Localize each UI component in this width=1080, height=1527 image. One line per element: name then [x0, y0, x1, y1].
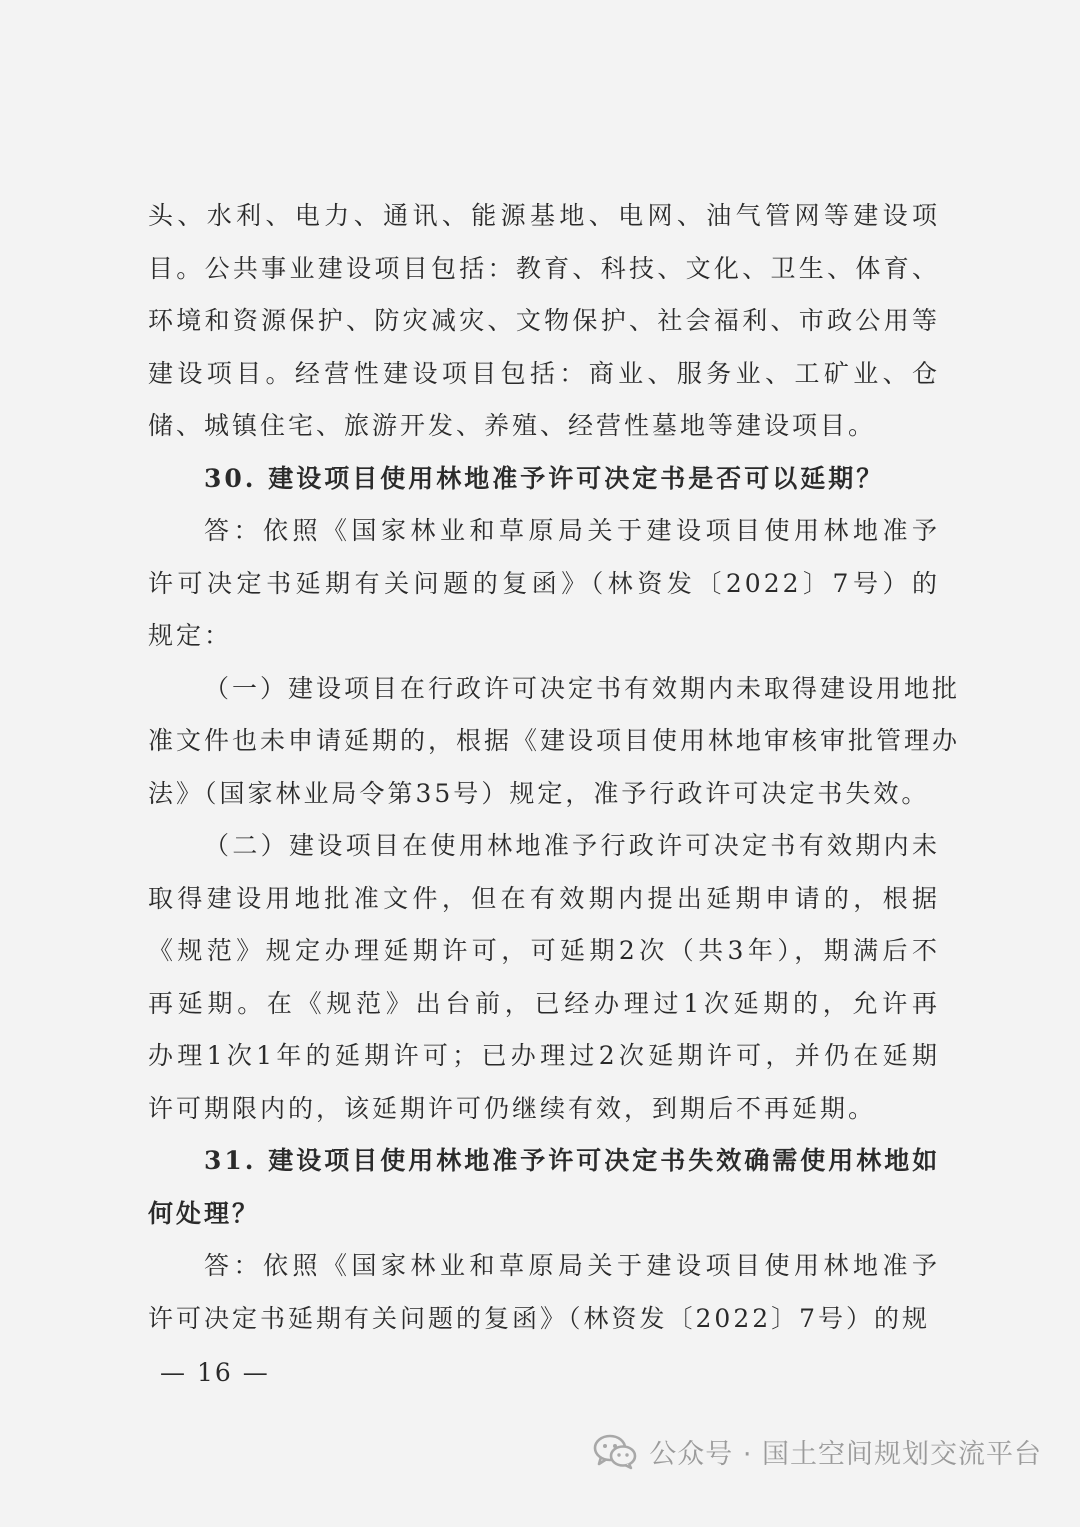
body-paragraph: [148, 663, 961, 821]
watermark-text: 公众号 · 国土空间规划交流平台: [649, 1439, 1042, 1470]
page-number: — 16 —: [160, 1358, 270, 1387]
text-line: 许可期限内的，该延期许可仍继续有效，到期后不再延期。: [148, 1093, 877, 1123]
wechat-icon: [593, 1434, 637, 1470]
text-line: 储、城镇住宅、旅游开发、养殖、经营性墓地等建设项目。: [148, 411, 877, 440]
watermark: [593, 1432, 1042, 1471]
text-line: 再延期。在《规范》出台前，已经办理过1次延期的，允许再: [148, 988, 940, 1018]
body-paragraph: [148, 820, 940, 1135]
text-line: 准文件也未申请延期的，根据《建设项目使用林地审核审批管理办: [148, 726, 961, 755]
text-line: 31. 建设项目使用林地准予许可决定书失效确需使用林地如: [204, 1146, 941, 1175]
text-line: 许可决定书延期有关问题的复函》（林资发〔2022〕7号）的: [148, 568, 940, 598]
text-line: 建设项目。经营性建设项目包括：商业、服务业、工矿业、仓: [148, 358, 940, 388]
body-paragraph: [148, 505, 940, 663]
text-line: 头、水利、电力、通讯、能源基地、电网、油气管网等建设项: [148, 201, 940, 230]
text-line: 目。公共事业建设项目包括：教育、科技、文化、卫生、体育、: [148, 253, 940, 283]
text-line: （二）建设项目在使用林地准予行政许可决定书有效期内未: [204, 831, 940, 860]
document-body: [148, 190, 961, 1345]
text-line: 许可决定书延期有关问题的复函》（林资发〔2022〕7号）的规: [148, 1303, 931, 1333]
text-line: 《规范》规定办理延期许可，可延期2次（共3年），期满后不: [148, 936, 940, 965]
text-line: 答：依照《国家林业和草原局关于建设项目使用林地准予: [204, 516, 940, 545]
section-heading: [148, 1135, 940, 1240]
text-line: 环境和资源保护、防灾减灾、文物保护、社会福利、市政公用等: [148, 306, 940, 335]
text-line: 法》（国家林业局令第35号）规定，准予行政许可决定书失效。: [148, 778, 930, 808]
text-line: （一）建设项目在行政许可决定书有效期内未取得建设用地批: [204, 673, 961, 703]
text-line: 办理1次1年的延期许可；已办理过2次延期许可，并仍在延期: [148, 1041, 940, 1070]
text-line: 规定：: [148, 621, 233, 650]
text-line: 何处理？: [148, 1198, 261, 1228]
text-line: 答：依照《国家林业和草原局关于建设项目使用林地准予: [204, 1251, 940, 1280]
text-line: 30. 建设项目使用林地准予许可决定书是否可以延期？: [204, 463, 885, 493]
body-paragraph: [148, 190, 940, 453]
section-heading: [148, 453, 940, 506]
body-paragraph: [148, 1240, 940, 1345]
text-line: 取得建设用地批准文件，但在有效期内提出延期申请的，根据: [148, 883, 940, 913]
